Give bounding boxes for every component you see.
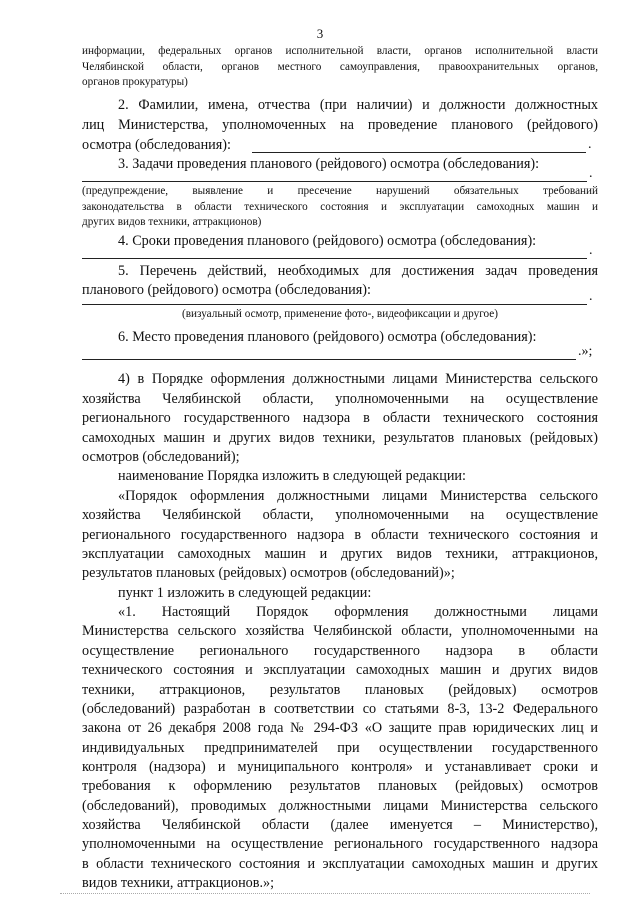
item-2-line-1: 2. Фамилии, имена, отчества (при наличии) и должности должностных [118,97,598,113]
name-change-intro: наименование Порядка изложить в следующей редакции: [118,468,466,484]
clause-1-line-6: (обследований) разработан в соответствии со статьями 8-3, 13-2 Федерального [82,701,598,717]
new-name-line-3: регионального государственного надзора в области технического состояния и [82,527,598,543]
note-line-2: Челябинской области, органов местного самоуправления, правоохранительных органов, [82,61,598,73]
note-line-3: органов прокуратуры) [82,76,188,88]
fill-underline-actions [82,304,587,305]
tasks-hint-line-2: законодательства в области технического состояния и эксплуатации самоходных машин и [82,201,598,213]
clause-1-line-13: уполномоченными на осуществление регионального государственного надзора [82,836,598,852]
clause-1-line-15: видов техники, аттракционов.»; [82,875,275,891]
clause-1-line-10: требования к оформлению результатов плановых (рейдовых) осмотров [82,778,598,794]
line-end-mark: . [588,137,592,152]
clause-1-line-8: индивидуальных предпринимателей при осуществлении государственного [82,740,598,756]
line-end-mark: .»; [578,344,593,359]
clause-1-line-12: хозяйства Челябинской области (далее именуется – Министерство), [82,817,598,833]
clause-1-line-11: (обследований), проводимых должностными лицами Министерства сельского [82,798,598,814]
item-4-heading: 4. Сроки проведения планового (рейдового) осмотра (обследования): [118,233,537,249]
fill-underline-terms [82,258,587,259]
fill-underline-names [252,152,586,153]
actions-hint: (визуальный осмотр, применение фото-, видеофиксации и другое) [182,308,498,320]
clause-1-line-4: технического состояния и эксплуатации самоходных машин и других видов [82,662,598,678]
tasks-hint-line-1: (предупреждение, выявление и пресечение нарушений обязательных требований [82,185,598,197]
clause-1-line-1: «1. Настоящий Порядок оформления должностными лицами [118,604,598,620]
clause-1-line-3: осуществление регионального государственного надзора в области [82,643,598,659]
scan-bottom-rule [60,893,590,894]
tasks-hint-line-3: других видов техники, аттракционов) [82,216,262,228]
clause-1-line-2: Министерства сельского хозяйства Челябинской области, уполномоченными на [82,623,598,639]
line-end-mark: . [589,166,593,181]
new-name-line-1: «Порядок оформления должностными лицами Министерства сельского [118,488,598,504]
clause-1-intro: пункт 1 изложить в следующей редакции: [118,585,372,601]
clause-1-line-5: техники, аттракционов, результатов плановых (рейдовых) осмотров [82,682,598,698]
para-4-line-1: 4) в Порядке оформления должностными лицами Министерства сельского [118,371,598,387]
clause-1-line-14: в области технического состояния и эксплуатации самоходных машин и других [82,856,598,872]
fill-underline-place [82,359,576,360]
clause-1-line-7: закона от 26 декабря 2008 года № 294-ФЗ «О защите прав юридических лиц и [82,720,598,736]
item-2-line-3: осмотра (обследования): [82,137,231,153]
page-number: 3 [316,26,324,41]
para-4-line-4: самоходных машин и других видов техники, результатов плановых (рейдовых) [82,430,598,446]
item-3-heading: 3. Задачи проведения планового (рейдового) осмотра (обследования): [118,156,540,172]
note-line-1: информации, федеральных органов исполнительной власти, органов исполнительной власти [82,45,598,57]
clause-1-line-9: контроля (надзора) и муниципального контроля» и устанавливает сроки и [82,759,598,775]
item-5-line-1: 5. Перечень действий, необходимых для достижения задач проведения [118,263,598,279]
para-4-line-2: хозяйства Челябинской области, уполномоченными на осуществление [82,391,598,407]
line-end-mark: . [589,289,593,304]
item-2-line-2: лиц Министерства, уполномоченных на проведение планового (рейдового) [82,117,598,133]
new-name-line-5: результатов плановых (рейдовых) осмотров (обследований)»; [82,565,455,581]
item-6-heading: 6. Место проведения планового (рейдового) осмотра (обследования): [118,329,537,345]
para-4-line-3: регионального государственного надзора в области технического состояния [82,410,598,426]
new-name-line-2: хозяйства Челябинской области, уполномоченными на осуществление [82,507,598,523]
new-name-line-4: эксплуатации самоходных машин и других видов техники, аттракционов, [82,546,598,562]
fill-underline-tasks [82,181,587,182]
item-5-line-2: планового (рейдового) осмотра (обследования): [82,282,371,298]
para-4-line-5: осмотров (обследований); [82,449,240,465]
line-end-mark: . [589,243,593,258]
